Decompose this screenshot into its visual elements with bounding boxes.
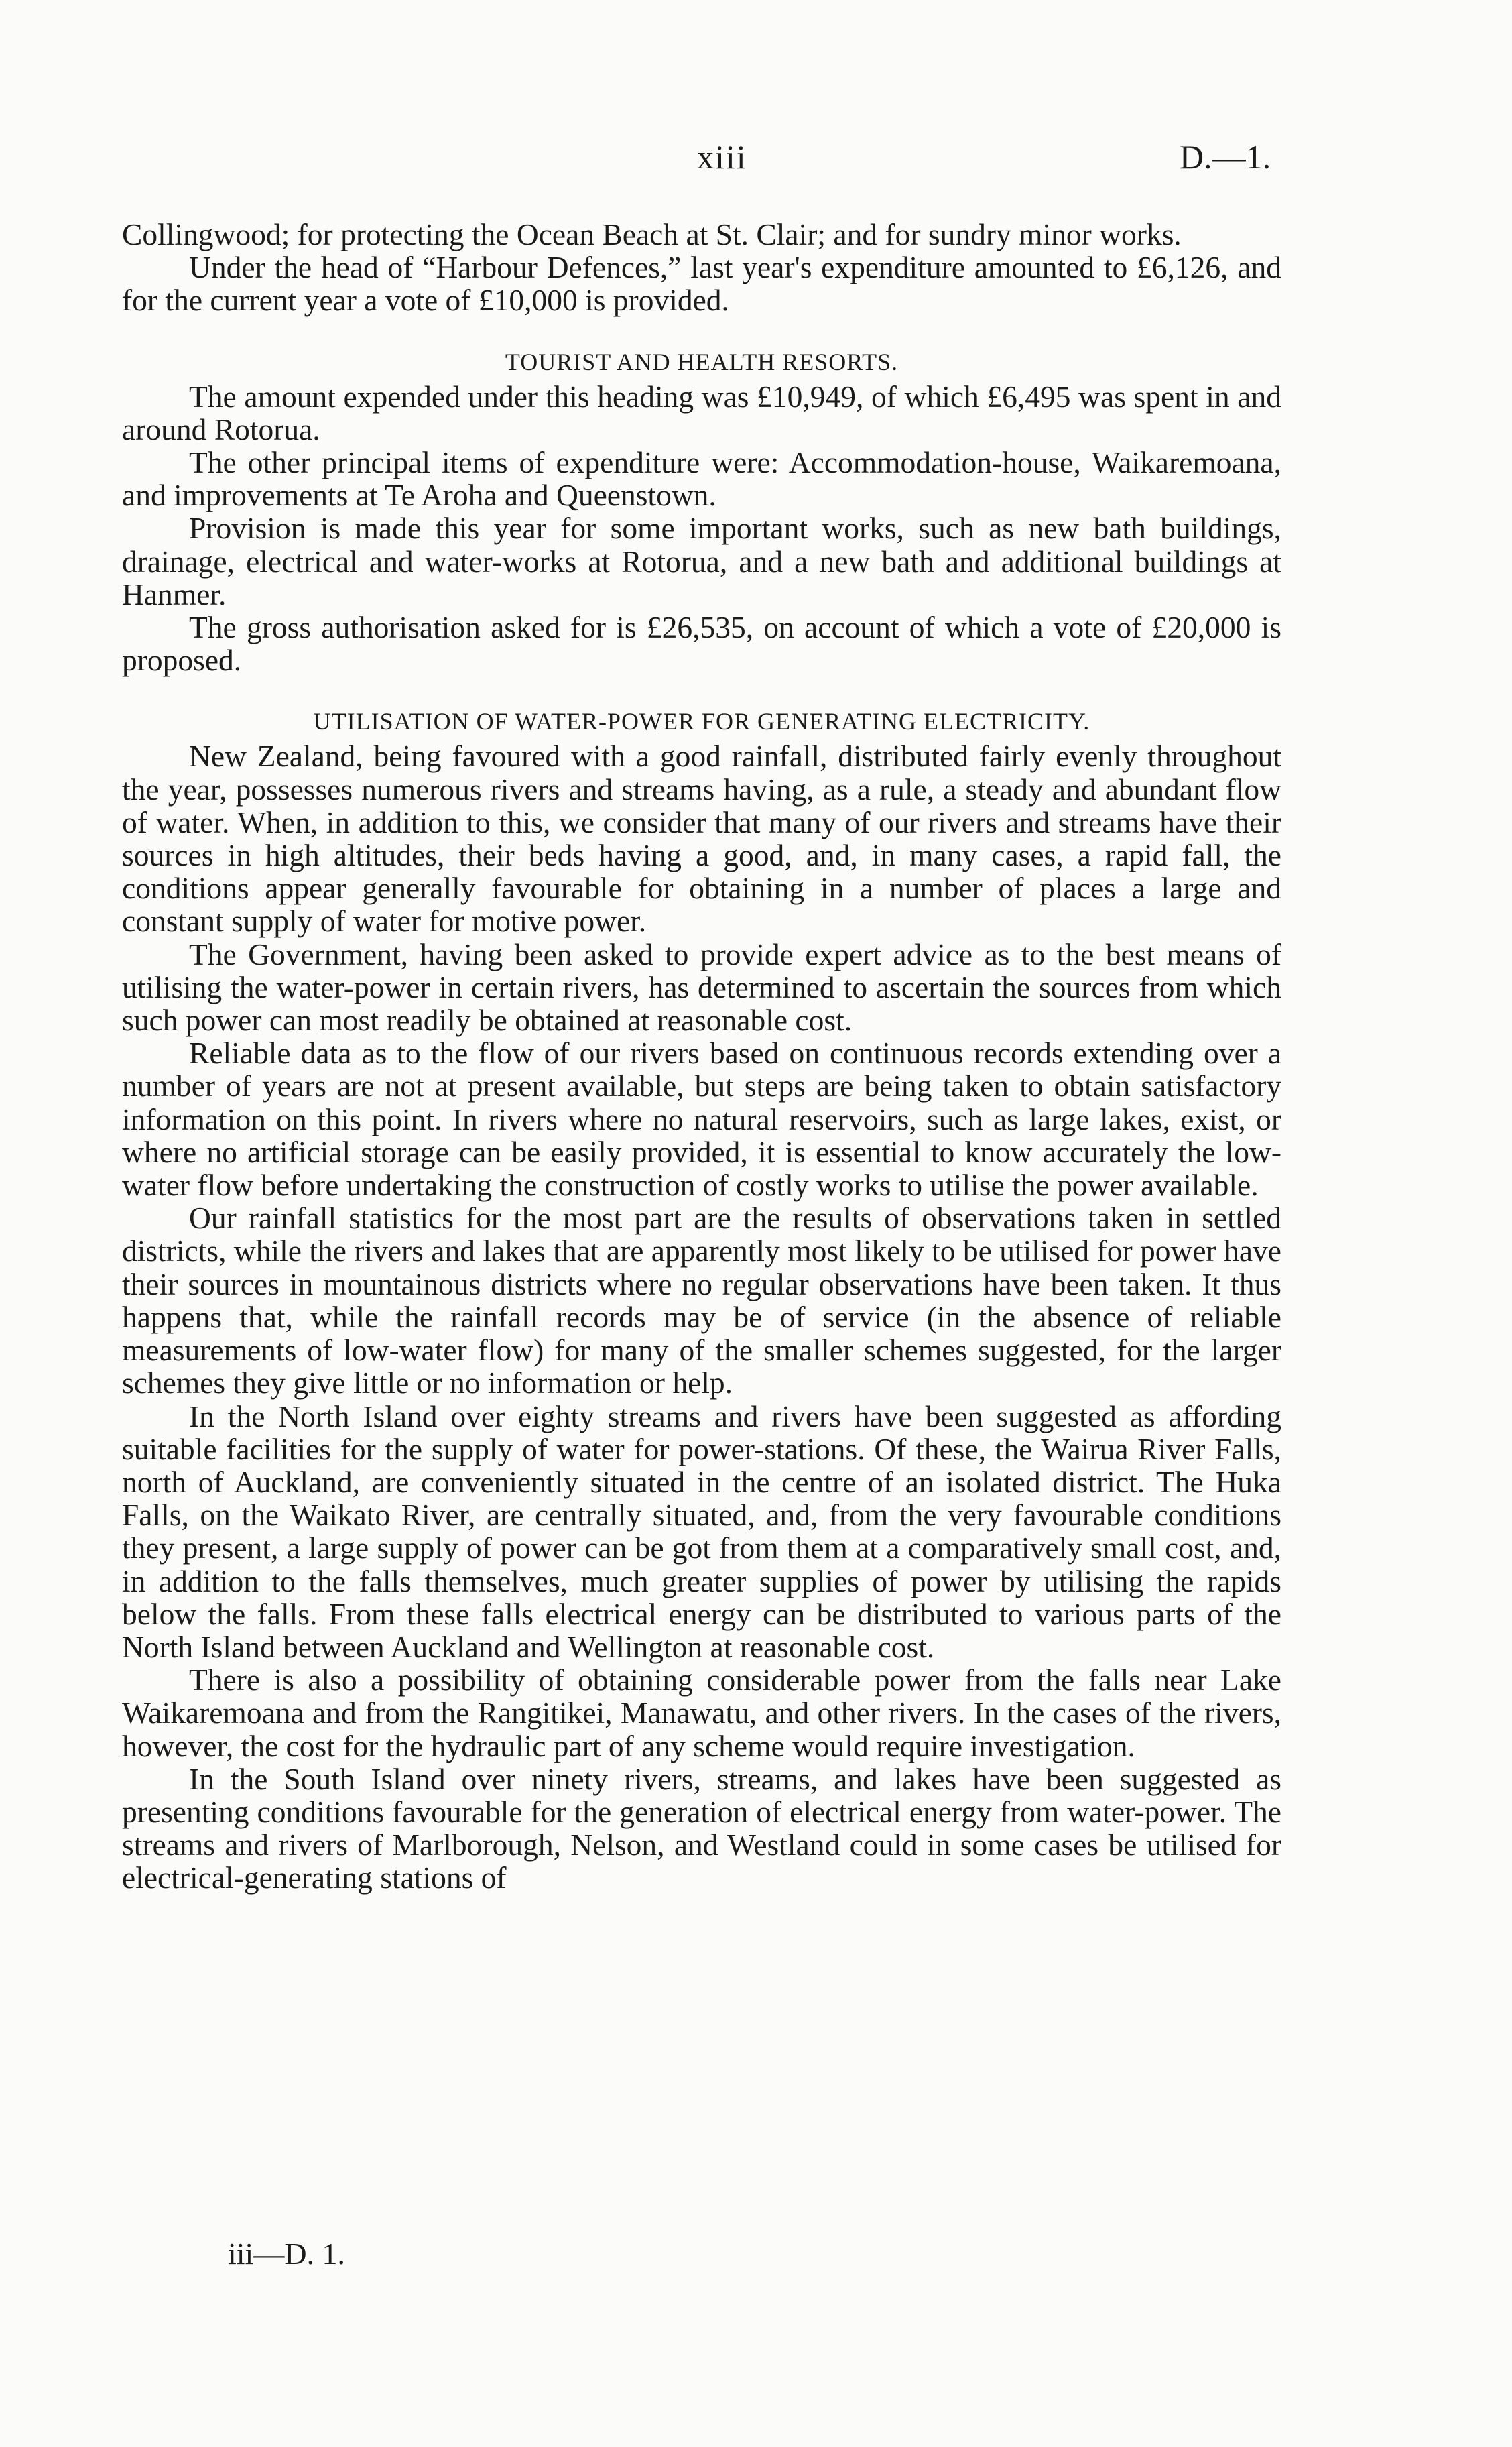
signature-mark: iii—D. 1. [228,2236,346,2271]
paragraph: Reliable data as to the flow of our rivers based on continuous records extending over a number of years are not at present available, but steps are being taken to obtain satisfactory information on this point. In rivers where no natural reservoirs, such as large lakes, exist, or where no artificial storage can be easily provided, it is essential to know accurately the low-water flow before undertaking the construction of costly works to utilise the power available. [122,1036,1281,1203]
paragraph: New Zealand, being favoured with a good rainfall, distributed fairly evenly throughout the year, possesses numerous rivers and streams having, as a rule, a steady and abundant flow of water. When, in addition to this, we consider that many of our rivers and streams have their sources in high altitudes, their beds having a good, and, in many cases, a rapid fall, the conditions appear generally favourable for obtaining in a number of places a large and constant supply of water for motive power. [122,739,1281,939]
section-heading-tourist-resorts: TOURIST AND HEALTH RESORTS. [505,348,899,375]
paragraph: In the South Island over ninety rivers, streams, and lakes have been suggested as presenting conditions favourable for the generation of electrical energy from water-power. The streams and rivers of Marlborough, Nelson, and Westland could in some cases be utilised for electrical-generating stations of [122,1761,1281,1895]
page-header [0,137,1512,184]
paragraph: In the North Island over eighty streams and rivers have been suggested as affording suitable facilities for the supply of water for power-stations. Of these, the Wairua River Falls, north of Auckland, are conveniently situated in the centre of an isolated district. The Huka Falls, on the Waikato River, are centrally situated, and, from the very favourable conditions they present, a large supply of power can be got from them at a comparatively small cost, and, in addition to the falls themselves, much greater supplies of power by utilising the rapids below the falls. From these falls electrical energy can be distributed to various parts of the North Island between Auckland and Wellington at reasonable cost. [122,1398,1281,1664]
paragraph: The gross authorisation asked for is £26,535, on account of which a vote of £20,000 is proposed. [122,610,1281,678]
paragraph: The amount expended under this heading was £10,949, of which £6,495 was spent in and around Rotorua. [122,379,1281,446]
paragraph: Under the head of “Harbour Defences,” last year's expenditure amounted to £6,126, and for the current year a vote of £10,000 is provided. [122,250,1281,318]
paragraph: The other principal items of expenditure were: Accommodation-house, Waikaremoana, and improvements at Te Aroha and Queenstown. [122,445,1281,513]
paragraph: Provision is made this year for some important works, such as new bath buildings, drainage, electrical and water-works at Rotorua, and a new bath and additional buildings at Hanmer. [122,511,1281,611]
document-reference: D.—1. [1180,138,1271,176]
section-heading-water-power: UTILISATION OF WATER-POWER FOR GENERATING ELECTRICITY. [313,708,1090,735]
paragraph: The Government, having been asked to provide expert advice as to the best means of utilising the water-power in certain rivers, has determined to ascertain the sources from which such power can most readily be obtained at reasonable cost. [122,937,1281,1038]
paragraph: Our rainfall statistics for the most part are the results of observations taken in settled districts, while the rivers and lakes that are apparently most likely to be utilised for power have their sources in mountainous districts where no regular observations have been taken. It thus happens that, while the rainfall records may be of service (in the absence of reliable measurements of low-water flow) for many of the smaller schemes suggested, for the larger schemes they give little or no information or help. [122,1201,1281,1400]
body-text [122,218,1281,1895]
paragraph: Collingwood; for protecting the Ocean Beach at St. Clair; and for sundry minor works. [122,217,1182,251]
paragraph: There is also a possibility of obtaining considerable power from the falls near Lake Waikaremoana and from the Rangitikei, Manawatu, and other rivers. In the cases of the rivers, however, the cost for the hydraulic part of any scheme would require investigation. [122,1663,1281,1763]
page-number: xiii [697,138,747,176]
